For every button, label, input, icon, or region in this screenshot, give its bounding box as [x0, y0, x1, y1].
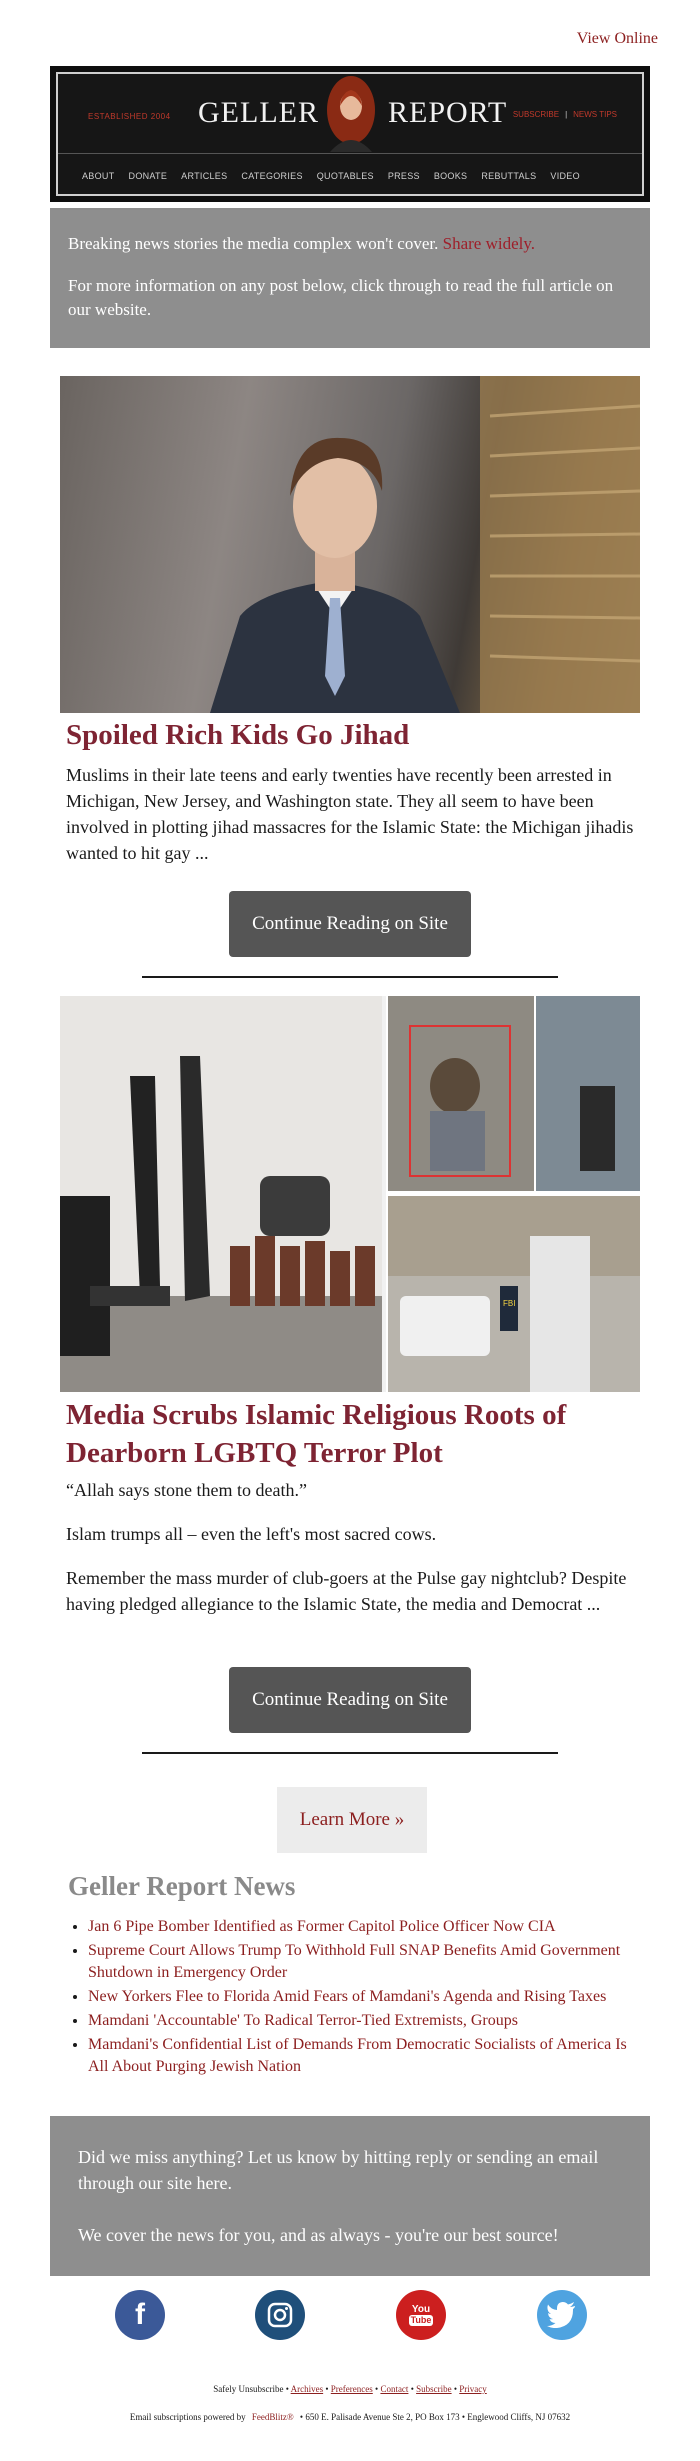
footer-line-2: We cover the news for you, and as always - you're our best source! [78, 2225, 559, 2245]
article-1-continue-button[interactable]: Continue Reading on Site [229, 891, 471, 957]
article-1-photo-illustration [60, 376, 640, 713]
nav-item-donate[interactable]: DONATE [128, 171, 168, 181]
article-1-headline[interactable]: Spoiled Rich Kids Go Jihad [66, 719, 410, 751]
established-label: ESTABLISHED 2004 [88, 112, 171, 121]
youtube-glyph-bottom: Tube [410, 2315, 432, 2325]
feedblitz-link[interactable]: FeedBlitz® [251, 2412, 294, 2422]
social-icons-row [0, 2290, 700, 2340]
news-item-2[interactable]: • Supreme Court Allows Trump To Withhold Full SNAP Benefits Amid Government Shutdown in Emergency Order [88, 1940, 638, 1984]
logo-left-text: GELLER [198, 96, 319, 129]
banner-top-links [510, 110, 620, 119]
intro-box [50, 208, 650, 348]
divider-2 [142, 1752, 558, 1754]
intro-line-1 [68, 232, 632, 256]
news-tips-link[interactable]: NEWS TIPS [573, 110, 617, 119]
view-online-link[interactable]: View Online [576, 30, 658, 47]
intro-line-2: For more information on any post below, click through to read the full article on our website. [68, 276, 614, 319]
archives-link[interactable]: Archives [290, 2384, 324, 2394]
article-2-headline[interactable]: Media Scrubs Islamic Religious Roots of Dearborn LGBTQ Terror Plot [66, 1399, 567, 1469]
news-item-4[interactable]: • Mamdani 'Accountable' To Radical Terror-Tied Extremists, Groups [88, 2010, 638, 2032]
header-banner[interactable] [50, 66, 650, 202]
learn-more-button[interactable]: Learn More » [277, 1787, 427, 1853]
news-item-5[interactable]: • Mamdani's Confidential List of Demands From Democratic Socialists of America Is All About Purging Jewish Nation [88, 2034, 638, 2078]
news-item-1[interactable]: • Jan 6 Pipe Bomber Identified as Former Capitol Police Officer Now CIA [88, 1916, 638, 1938]
logo-right-text: REPORT [388, 96, 508, 129]
banner-logo-row [58, 74, 642, 154]
divider-1 [142, 976, 558, 978]
article-1-image[interactable] [60, 376, 640, 713]
nav-item-press[interactable]: PRESS [387, 171, 420, 181]
share-widely-text: Share widely. [442, 234, 535, 253]
footer-line-1: Did we miss anything? Let us know by hitting reply or sending an email through our site here. [78, 2147, 599, 2193]
twitter-bird-glyph [547, 2302, 577, 2328]
youtube-icon[interactable] [396, 2290, 446, 2340]
link-separator: | [565, 110, 568, 119]
portrait-logo-image [322, 76, 380, 152]
nav-item-books[interactable]: BOOKS [433, 171, 468, 181]
footer-message-box [50, 2116, 650, 2276]
news-list [68, 1916, 638, 2080]
unsubscribe-link[interactable]: Safely Unsubscribe [213, 2384, 284, 2394]
subscribe-link[interactable]: SUBSCRIBE [512, 110, 560, 119]
article-2-image[interactable] [60, 996, 640, 1392]
article-1-excerpt: Muslims in their late teens and early twenties have recently been arrested in Michigan, New Jersey, and Washington state. They all seem to have been involved in plotting jihad massacres for the Islamic State: the Michigan jihadis wanted to hit gay ... [66, 765, 634, 863]
contact-link[interactable]: Contact [380, 2384, 409, 2394]
subscribe-footer-link[interactable]: Subscribe [416, 2384, 452, 2394]
news-section-title: Geller Report News [68, 1871, 296, 1901]
nav-item-articles[interactable]: ARTICLES [181, 171, 228, 181]
youtube-glyph-top: You [411, 2304, 431, 2315]
instagram-glyph [265, 2300, 295, 2330]
preferences-link[interactable]: Preferences [330, 2384, 373, 2394]
nav-item-categories[interactable]: CATEGORIES [241, 171, 303, 181]
nav-item-quotables[interactable]: QUOTABLES [316, 171, 374, 181]
article-2-continue-button[interactable]: Continue Reading on Site [229, 1667, 471, 1733]
powered-by-text: Email subscriptions powered by [129, 2412, 246, 2422]
nav-item-about[interactable]: ABOUT [82, 171, 115, 181]
powered-by-row [0, 2412, 700, 2422]
intro-line-1-text: Breaking news stories the media complex won't cover. [68, 234, 439, 253]
twitter-icon[interactable] [537, 2290, 587, 2340]
banner-frame [56, 72, 644, 196]
article-2-photo-collage [60, 996, 640, 1392]
news-item-3[interactable]: • New Yorkers Flee to Florida Amid Fears of Mamdani's Agenda and Rising Taxes [88, 1986, 638, 2008]
nav-item-video[interactable]: VIDEO [550, 171, 580, 181]
nav-item-rebuttals[interactable]: REBUTTALS [481, 171, 537, 181]
article-2-quote: “Allah says stone them to death.” [66, 1480, 307, 1500]
privacy-link[interactable]: Privacy [459, 2384, 487, 2394]
instagram-icon[interactable] [255, 2290, 305, 2340]
article-2-paragraph-3: Remember the mass murder of club-goers at the Pulse gay nightclub? Despite having pledged allegiance to the Islamic State, the media and Democrat ... [66, 1568, 627, 1614]
banner-nav [58, 158, 642, 194]
fbi-jacket-label: FBI [503, 1299, 516, 1308]
facebook-icon[interactable] [115, 2290, 165, 2340]
article-2-paragraph-2: Islam trumps all – even the left's most sacred cows. [66, 1524, 437, 1544]
facebook-glyph: f [135, 2298, 145, 2331]
unsubscribe-row: Safely Unsubscribe • Archives • Preferences • Contact • Subscribe • Privacy [213, 2384, 487, 2394]
postal-address: • 650 E. Palisade Avenue Ste 2, PO Box 173 • Englewood Cliffs, NJ 07632 [299, 2412, 571, 2422]
